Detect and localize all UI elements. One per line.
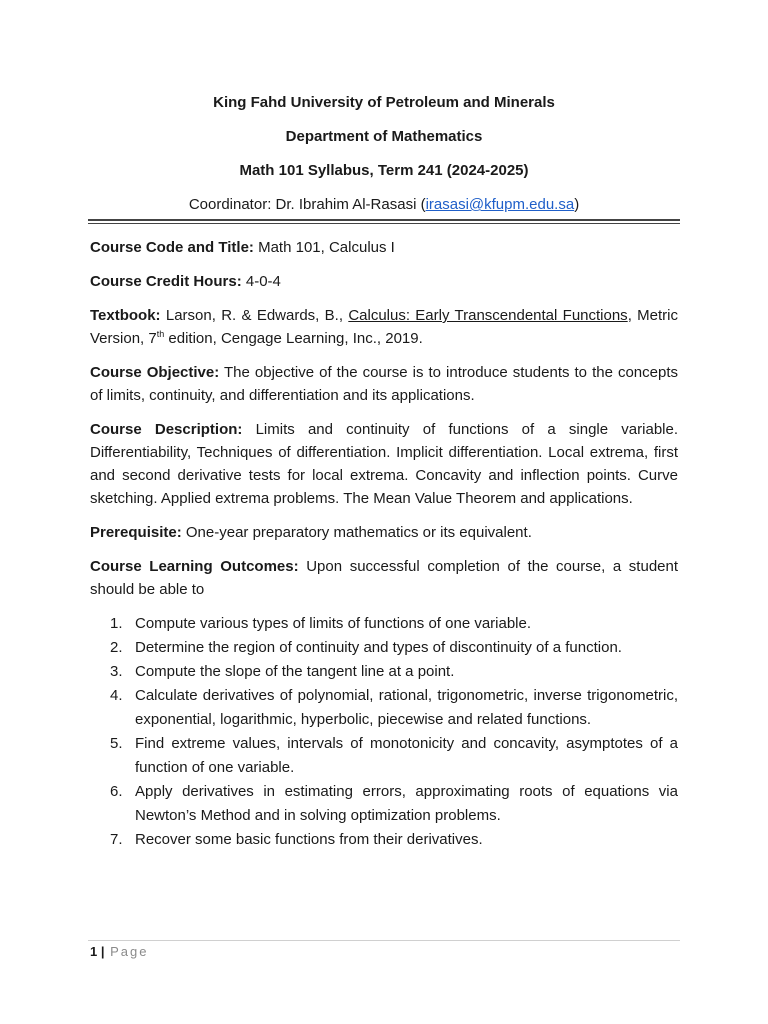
list-item-text: Compute various types of limits of functions of one variable. xyxy=(135,615,532,632)
textbook-edition-pre: Metric Version, 7 xyxy=(90,307,679,347)
textbook-edition-post: edition, Cengage Learning, Inc., 2019. xyxy=(168,330,423,347)
textbook-title: Calculus: Early Transcendental Functions xyxy=(348,307,628,324)
course-code-title-value: Math 101, Calculus I xyxy=(258,239,395,256)
header-double-rule xyxy=(88,219,680,224)
list-item xyxy=(90,636,678,660)
textbook-comma: , xyxy=(627,307,632,324)
list-item xyxy=(90,660,678,684)
list-item-text: Apply derivatives in estimating errors, approximating roots of equations via Newton’s Method and in solving optimization problems. xyxy=(135,783,678,824)
credit-hours-label: Course Credit Hours: xyxy=(90,273,242,290)
document-header xyxy=(90,94,678,213)
description-text: Limits and continuity of functions of a single variable. Differentiability, Techniques of differentiation. Implicit differentiation. Local extrema, first and second derivative tests for local extrema. Concavity and inflection points. Curve sketching. Applied extrema problems. The Mean Value Theorem and applications. xyxy=(90,421,678,507)
list-item-text: Recover some basic functions from their derivatives. xyxy=(135,831,483,848)
credit-hours-value: 4-0-4 xyxy=(245,273,281,290)
university-name: King Fahd University of Petroleum and Minerals xyxy=(213,94,555,111)
outcomes-intro-text: Upon successful completion of the course, a student should be able to xyxy=(90,558,679,598)
list-item xyxy=(90,684,678,732)
list-item-text: Calculate derivatives of polynomial, rational, trigonometric, inverse trigonometric, exponential, logarithmic, hyperbolic, piecewise and related functions. xyxy=(135,687,678,728)
coordinator-line xyxy=(90,196,678,213)
department-name: Department of Mathematics xyxy=(285,128,483,145)
page-label: Page xyxy=(110,944,149,959)
course-description xyxy=(90,418,678,510)
syllabus-title: Math 101 Syllabus, Term 241 (2024-2025) xyxy=(239,162,529,179)
objective-text: The objective of the course is to introduce students to the concepts of limits, continuity, and differentiation and its applications. xyxy=(90,364,678,404)
list-item-text: Compute the slope of the tangent line at a point. xyxy=(135,663,455,680)
prerequisite-label: Prerequisite: xyxy=(90,524,182,541)
textbook xyxy=(90,304,678,350)
textbook-label: Textbook: xyxy=(90,307,161,324)
prerequisite xyxy=(90,521,678,544)
outcomes-label: Course Learning Outcomes: xyxy=(90,558,299,575)
learning-outcomes-intro xyxy=(90,555,678,601)
learning-outcomes-list xyxy=(90,612,678,852)
list-item-text: Determine the region of continuity and types of discontinuity of a function. xyxy=(135,639,622,656)
document-body xyxy=(90,236,678,852)
textbook-edition-sup: th xyxy=(156,329,165,339)
footer-separator: | xyxy=(100,944,105,959)
list-item xyxy=(90,828,678,852)
page-number: 1 xyxy=(90,944,98,959)
list-item-number: 1. xyxy=(110,615,123,632)
list-item-number: 3. xyxy=(110,663,123,680)
objective-label: Course Objective: xyxy=(90,364,220,381)
list-item-number: 7. xyxy=(110,831,123,848)
page-footer xyxy=(90,944,149,959)
footer-rule xyxy=(88,940,680,941)
coordinator-email-link[interactable]: irasasi@kfupm.edu.sa xyxy=(425,196,575,213)
textbook-authors: Larson, R. & Edwards, B., xyxy=(165,307,343,324)
coordinator-close-paren: ) xyxy=(574,196,580,213)
course-objective xyxy=(90,361,678,407)
list-item-number: 4. xyxy=(110,687,123,704)
prerequisite-text: One-year preparatory mathematics or its equivalent. xyxy=(185,524,532,541)
course-credit-hours xyxy=(90,270,678,293)
list-item-number: 5. xyxy=(110,735,123,752)
list-item-text: Find extreme values, intervals of monotonicity and concavity, asymptotes of a function of one variable. xyxy=(135,735,678,776)
list-item xyxy=(90,612,678,636)
course-code-title xyxy=(90,236,678,259)
course-code-title-label: Course Code and Title: xyxy=(90,239,254,256)
coordinator-text: Coordinator: Dr. Ibrahim Al-Rasasi ( xyxy=(188,196,426,213)
list-item xyxy=(90,732,678,780)
description-label: Course Description: xyxy=(90,421,243,438)
list-item-number: 6. xyxy=(110,783,123,800)
list-item-number: 2. xyxy=(110,639,123,656)
list-item xyxy=(90,780,678,828)
